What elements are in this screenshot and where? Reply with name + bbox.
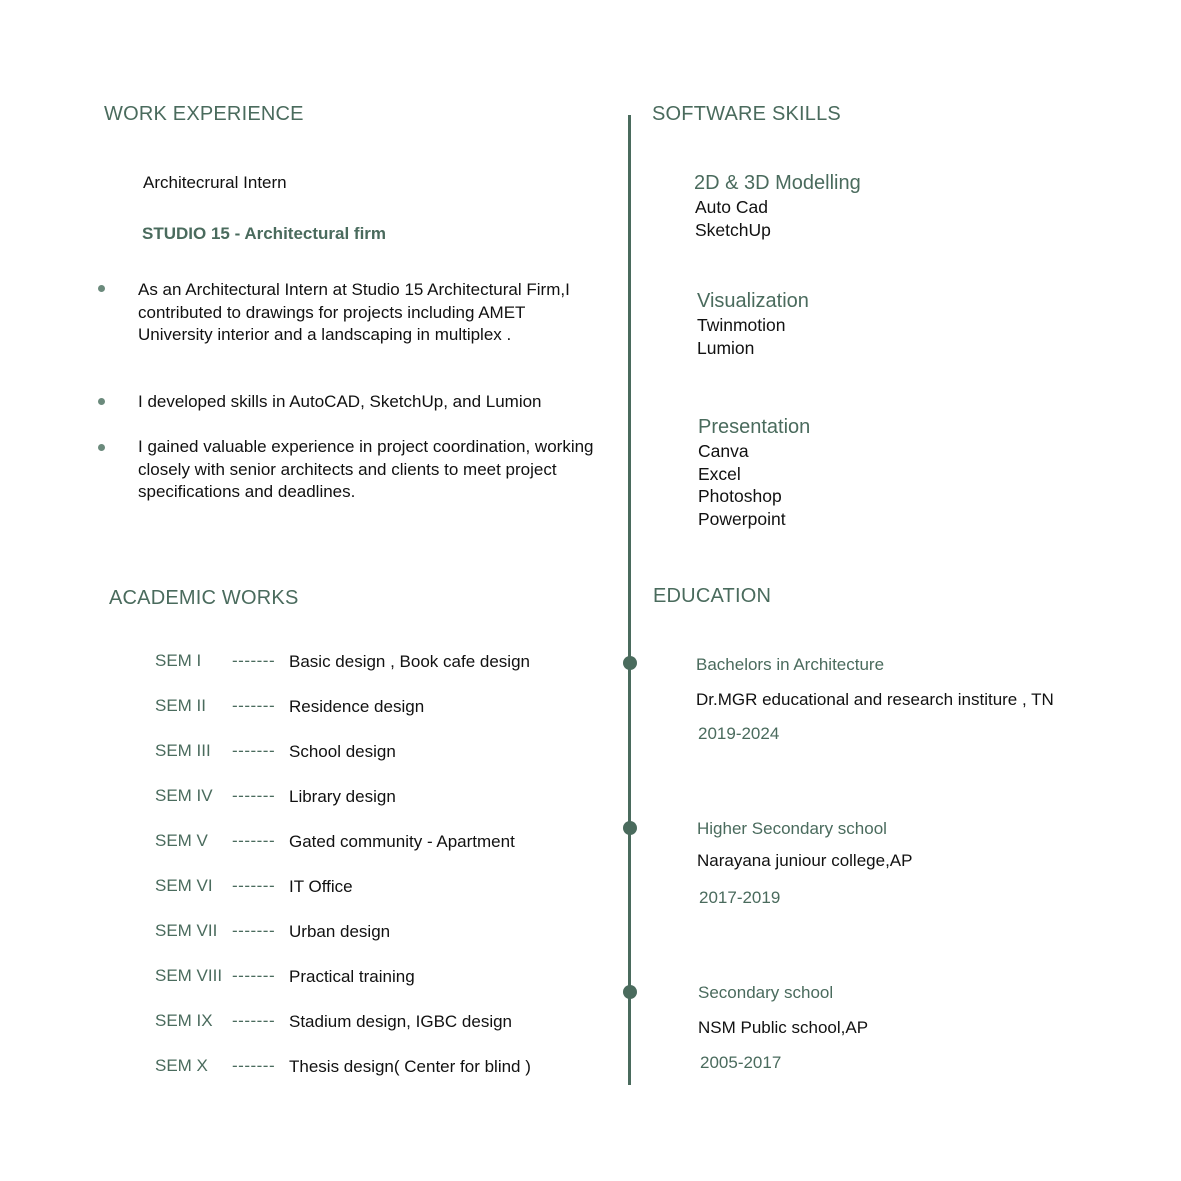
semester-label: SEM VIII [155, 966, 223, 985]
dash-separator: ------- [232, 1056, 276, 1075]
semester-label: SEM IX [155, 1011, 213, 1030]
project-name: Thesis design( Center for blind ) [289, 1057, 531, 1076]
company-name: STUDIO 15 - Architectural firm [142, 224, 387, 243]
semester-label: SEM VI [155, 876, 213, 895]
dash-separator: ------- [232, 696, 276, 715]
skill-item: Lumion [697, 337, 755, 358]
experience-bullet-3: I gained valuable experience in project coordination, working closely with senior architects and clients to meet project specifications and deadlines. [138, 437, 594, 501]
skill-item: Photoshop [698, 486, 782, 506]
skill-item: Excel [698, 463, 741, 484]
software-skills-heading: SOFTWARE SKILLS [652, 103, 841, 125]
project-name: Library design [289, 787, 396, 806]
education-years: 2005-2017 [700, 1053, 782, 1072]
dash-separator: ------- [232, 966, 276, 985]
education-heading: EDUCATION [653, 585, 772, 607]
project-name: IT Office [289, 877, 353, 896]
education-level: Secondary school [698, 983, 834, 1002]
job-role: Architecrural Intern [143, 173, 287, 192]
education-institute: Dr.MGR educational and research institure , TN [696, 690, 1054, 709]
skill-list-presentation [698, 440, 786, 530]
skill-item: Auto Cad [695, 197, 768, 217]
project-name: Practical training [289, 967, 415, 986]
bullet-icon [98, 398, 105, 405]
project-name: Urban design [289, 922, 391, 941]
dash-separator: ------- [232, 921, 276, 940]
education-level: Bachelors in Architecture [696, 655, 885, 674]
semester-label: SEM IV [155, 786, 213, 805]
semester-label: SEM II [155, 696, 207, 715]
skill-item: Powerpoint [698, 508, 786, 529]
timeline-dot-secondary [623, 985, 637, 999]
education-institute: NSM Public school,AP [698, 1018, 869, 1037]
project-name: Gated community - Apartment [289, 832, 515, 851]
project-name: Stadium design, IGBC design [289, 1012, 513, 1031]
semester-label: SEM III [155, 741, 211, 760]
academic-works-heading: ACADEMIC WORKS [109, 587, 299, 609]
work-experience-heading: WORK EXPERIENCE [104, 103, 304, 125]
project-name: Basic design , Book cafe design [289, 652, 530, 671]
experience-bullet-2: I developed skills in AutoCAD, SketchUp, and Lumion [138, 392, 542, 411]
project-name: Residence design [289, 697, 425, 716]
skill-category-modelling: 2D & 3D Modelling [694, 172, 861, 194]
skill-category-presentation: Presentation [698, 416, 811, 438]
skill-item: SketchUp [695, 219, 771, 240]
semester-label: SEM VII [155, 921, 218, 940]
education-institute: Narayana juniour college,AP [697, 851, 913, 870]
semester-label: SEM X [155, 1056, 208, 1075]
experience-bullet-1: As an Architectural Intern at Studio 15 Architectural Firm,I contributed to drawings for projects including AMET University interior and a landscaping in multiplex . [138, 280, 570, 344]
timeline-dot-higher-secondary [623, 821, 637, 835]
bullet-icon [98, 285, 105, 292]
bullet-icon [98, 444, 105, 451]
skill-item: Twinmotion [697, 315, 786, 335]
project-name: School design [289, 742, 396, 761]
dash-separator: ------- [232, 786, 276, 805]
skill-category-visualization: Visualization [697, 290, 809, 312]
dash-separator: ------- [232, 1011, 276, 1030]
education-years: 2019-2024 [698, 724, 780, 743]
skill-list-modelling [695, 196, 771, 241]
dash-separator: ------- [232, 651, 276, 670]
semester-label: SEM V [155, 831, 208, 850]
dash-separator: ------- [232, 876, 276, 895]
education-level: Higher Secondary school [697, 819, 887, 838]
education-years: 2017-2019 [699, 888, 781, 907]
skill-item: Canva [698, 441, 749, 461]
dash-separator: ------- [232, 831, 276, 850]
dash-separator: ------- [232, 741, 276, 760]
timeline-divider [628, 115, 631, 1085]
timeline-dot-bachelors [623, 656, 637, 670]
semester-label: SEM I [155, 651, 202, 670]
skill-list-visualization [697, 314, 786, 359]
